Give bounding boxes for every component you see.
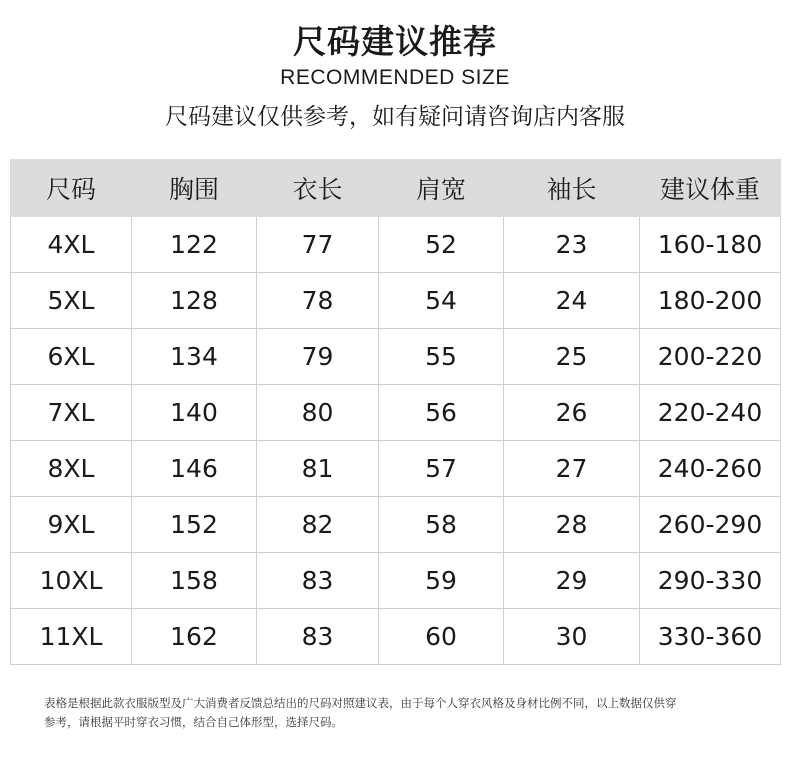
table-cell: 58 (379, 497, 504, 553)
table-cell: 128 (132, 273, 257, 329)
table-row (11, 553, 781, 609)
table-row (11, 329, 781, 385)
table-cell: 146 (132, 441, 257, 497)
disclaimer-line: 参考，请根据平时穿衣习惯，结合自己体形型，选择尺码。 (44, 715, 343, 729)
column-header: 胸围 (132, 160, 257, 217)
table-cell: 28 (504, 497, 640, 553)
table-cell: 152 (132, 497, 257, 553)
column-header: 袖长 (504, 160, 640, 217)
table-row (11, 609, 781, 665)
table-row (11, 385, 781, 441)
table-row (11, 217, 781, 273)
table-cell: 29 (504, 553, 640, 609)
table-cell: 260-290 (640, 497, 781, 553)
table-cell: 77 (257, 217, 379, 273)
table-cell: 57 (379, 441, 504, 497)
table-cell: 23 (504, 217, 640, 273)
page-subtitle: RECOMMENDED SIZE (280, 66, 510, 89)
table-cell: 25 (504, 329, 640, 385)
table-row (11, 441, 781, 497)
table-cell: 290-330 (640, 553, 781, 609)
column-header: 肩宽 (379, 160, 504, 217)
table-header-row (11, 160, 781, 217)
table-cell: 80 (257, 385, 379, 441)
table-cell: 78 (257, 273, 379, 329)
table-cell: 54 (379, 273, 504, 329)
table-cell: 158 (132, 553, 257, 609)
column-header: 建议体重 (640, 160, 781, 217)
size-chart-table (10, 159, 781, 665)
table-cell: 81 (257, 441, 379, 497)
table-cell: 27 (504, 441, 640, 497)
table-cell: 220-240 (640, 385, 781, 441)
table-cell: 56 (379, 385, 504, 441)
table-cell: 134 (132, 329, 257, 385)
table-row (11, 273, 781, 329)
table-cell: 200-220 (640, 329, 781, 385)
page-title: 尺码建议推荐 (293, 22, 497, 61)
column-header: 尺码 (11, 160, 132, 217)
table-cell: 160-180 (640, 217, 781, 273)
table-cell: 83 (257, 609, 379, 665)
table-cell: 79 (257, 329, 379, 385)
table-cell: 7XL (11, 385, 132, 441)
table-body (11, 217, 781, 665)
table-cell: 5XL (11, 273, 132, 329)
table-cell: 26 (504, 385, 640, 441)
table-cell: 240-260 (640, 441, 781, 497)
table-cell: 4XL (11, 217, 132, 273)
table-cell: 330-360 (640, 609, 781, 665)
table-cell: 122 (132, 217, 257, 273)
table-cell: 30 (504, 609, 640, 665)
table-cell: 83 (257, 553, 379, 609)
table-cell: 60 (379, 609, 504, 665)
table-cell: 8XL (11, 441, 132, 497)
column-header: 衣长 (257, 160, 379, 217)
table-cell: 6XL (11, 329, 132, 385)
size-advice-note: 尺码建议仅供参考，如有疑问请咨询店内客服 (165, 104, 625, 130)
table-cell: 59 (379, 553, 504, 609)
table-cell: 82 (257, 497, 379, 553)
table-cell: 140 (132, 385, 257, 441)
table-cell: 10XL (11, 553, 132, 609)
disclaimer-line: 表格是根据此款衣服版型及广大消费者反馈总结出的尺码对照建议表，由于每个人穿衣风格及身材比例不同，以上数据仅供穿 (44, 696, 677, 710)
disclaimer (44, 694, 760, 732)
table-cell: 55 (379, 329, 504, 385)
table-cell: 52 (379, 217, 504, 273)
table-cell: 11XL (11, 609, 132, 665)
table-cell: 24 (504, 273, 640, 329)
table-cell: 9XL (11, 497, 132, 553)
table-cell: 162 (132, 609, 257, 665)
table-cell: 180-200 (640, 273, 781, 329)
table-row (11, 497, 781, 553)
